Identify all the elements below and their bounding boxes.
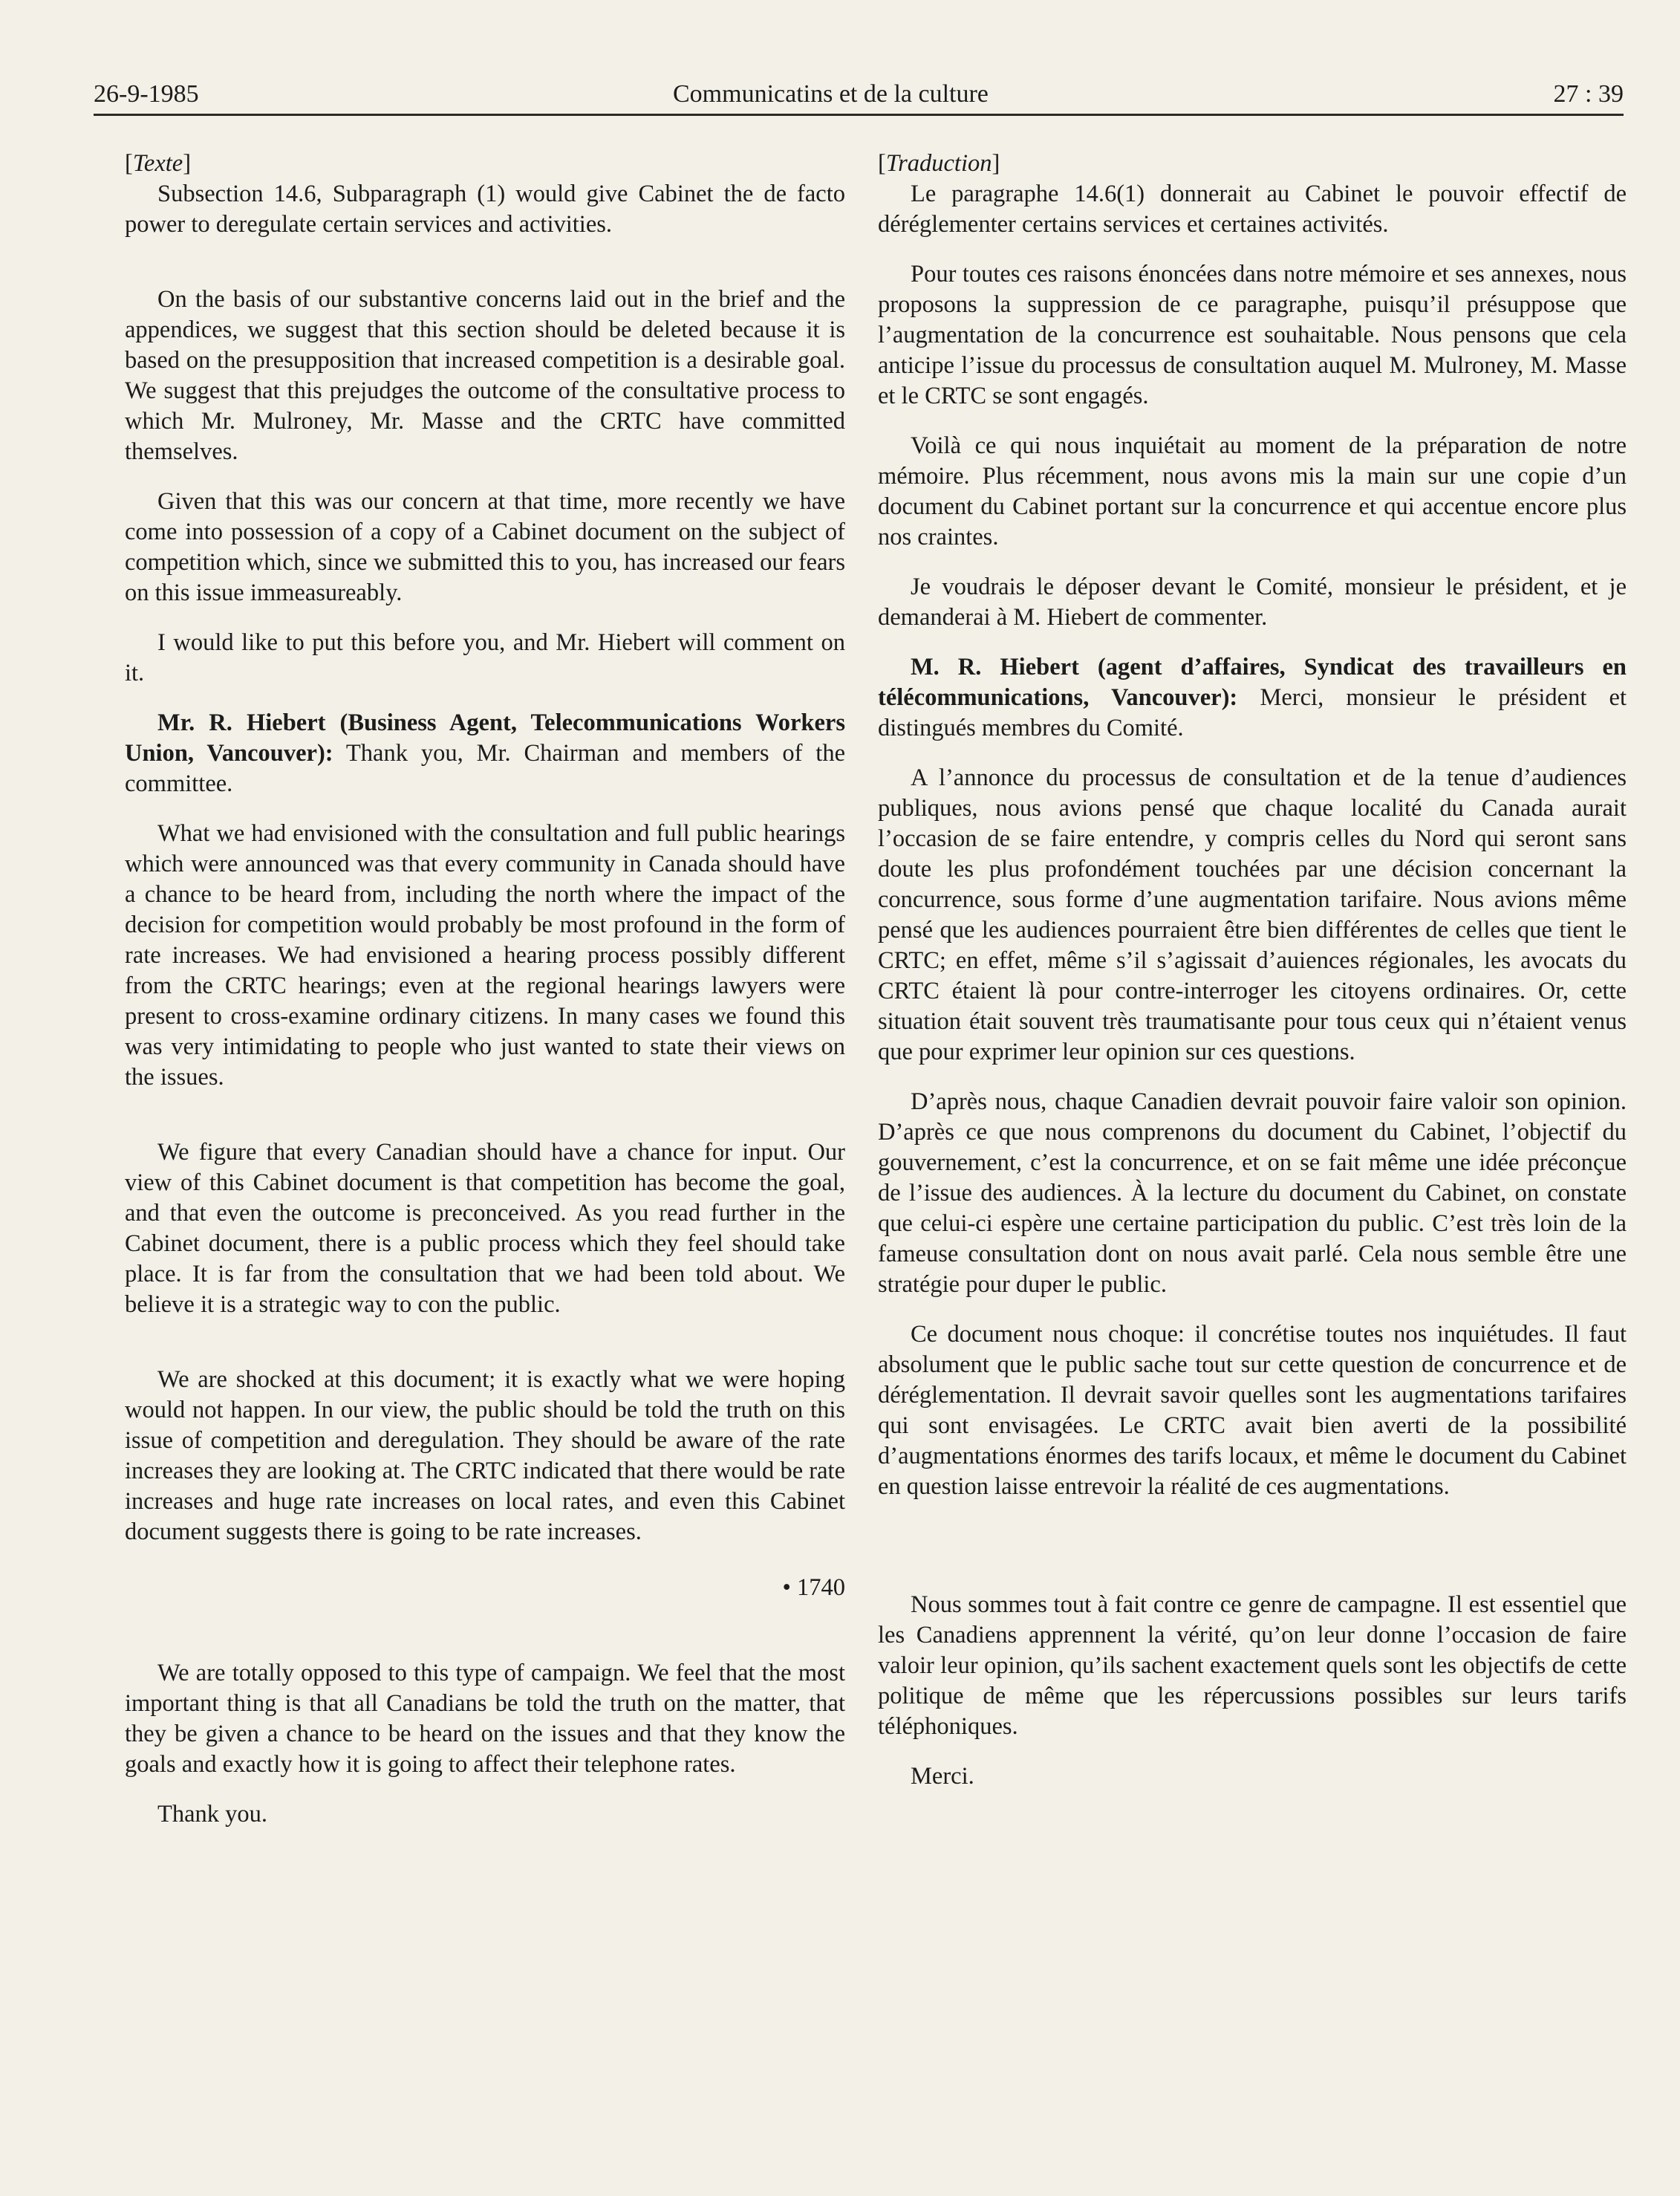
page-header xyxy=(94,80,1624,116)
paragraph: Je voudrais le déposer devant le Comité, monsieur le président, et je demanderai à M. Hiebert de commenter. xyxy=(878,574,1627,631)
paragraph: Pour toutes ces raisons énoncées dans notre mémoire et ses annexes, nous proposons la suppression de ce paragraphe, puisqu’il présuppose que l’augmentation de la concurrence est souhaitable. Nous pensons que cela anticipe l’issue du processus de consultation auquel M. Mulroney, M. Masse et le CRTC se sont engagés. xyxy=(878,261,1627,409)
paragraph: What we had envisioned with the consultation and full public hearings which were announced was that every community in Canada should have a chance to be heard from, including the north where the impact of the decision for competition would probably be most profound in the form of rate increases. We had envisioned a hearing process possibly different from the CRTC hearings; even at the regional hearings lawyers were present to cross-examine ordinary citizens. In many cases we found this was very intimidating to people who just wanted to state their views on the issues. xyxy=(125,820,845,1091)
paragraph: I would like to put this before you, and Mr. Hiebert will comment on it. xyxy=(125,629,845,686)
time-marker: • 1740 xyxy=(782,1574,845,1601)
paragraph: Le paragraphe 14.6(1) donnerait au Cabinet le pouvoir effectif de déréglementer certains services et certaines activités. xyxy=(878,181,1627,238)
header-rule xyxy=(94,114,1624,116)
paragraph: We are shocked at this document; it is exactly what we were hoping would not happen. In our view, the public should be told the truth on this issue of competition and deregulation. They should be aware of the rate increases they are looking at. The CRTC indicated that there would be rate increases and huge rate increases on local rates, and even this Cabinet document suggests there is going to be rate increases. xyxy=(125,1366,845,1545)
speaker-name: M. R. Hiebert (agent d’affaires, Syndicat des travailleurs en télécommunications, Vancouver): xyxy=(878,654,1627,711)
paragraph: On the basis of our substantive concerns laid out in the brief and the appendices, we suggest that this section should be deleted because it is based on the presupposition that increased competition is a desirable goal. We suggest that this prejudges the outcome of the consultative process to which Mr. Mulroney, Mr. Masse and the CRTC have committed themselves. xyxy=(125,286,845,465)
paragraph: Merci. xyxy=(911,1763,974,1790)
paragraph: Thank you. xyxy=(157,1801,268,1828)
paragraph: D’après nous, chaque Canadien devrait pouvoir faire valoir son opinion. D’après ce que nous comprenons du document du Cabinet, l’objectif du gouvernement, c’est la concurrence, et on se fait même une idée préconçue de l’issue des audiences. À la lecture du document du Cabinet, on constate que celui-ci espère une certaine participation du public. C’est très loin de la fameuse consultation dont on nous avait parlé. Cela nous semble être une stratégie pour duper le public. xyxy=(878,1088,1627,1298)
speaker-paragraph: Mr. R. Hiebert (Business Agent, Telecommunications Workers Union, Vancouver): Thank you, Mr. Chairman and members of the committee. xyxy=(125,709,845,797)
speaker-paragraph: M. R. Hiebert (agent d’affaires, Syndicat des travailleurs en télécommunications, Vancouver): Merci, monsieur le président et distingués membres du Comité. xyxy=(878,654,1627,741)
speaker-name: Mr. R. Hiebert (Business Agent, Telecommunications Workers Union, Vancouver): xyxy=(125,709,845,767)
header-date: 26-9-1985 xyxy=(94,80,199,108)
english-column xyxy=(125,149,845,1849)
paragraph: We figure that every Canadian should have a chance for input. Our view of this Cabinet document is that competition has become the goal, and that even the outcome is preconceived. As you read further in the Cabinet document, there is a public process which they feel should take place. It is far from the consultation that we had been told about. We believe it is a strategic way to con the public. xyxy=(125,1139,845,1318)
header-title: Communicatins et de la culture xyxy=(673,80,989,108)
paragraph: A l’annonce du processus de consultation et de la tenue d’audiences publiques, nous avions pensé que chaque localité du Canada aurait l’occasion de se faire entendre, y compris celles du Nord qui seront sans doute les plus profondément touchées par une décision concernant la concurrence, sous forme d’une augmentation tarifaire. Nous avions même pensé que les audiences pourraient être bien différentes de celles que tient le CRTC; en effet, même s’il s’agissait d’auiences régionales, les avocats du CRTC étaient là pour contre-interroger les citoyens ordinaires. Or, cette situation était souvent très traumatisante pour tous ceux qui n’étaient venus que pour exprimer leur opinion sur ces questions. xyxy=(878,764,1627,1065)
paragraph: Subsection 14.6, Subparagraph (1) would give Cabinet the de facto power to deregulate certain services and activities. xyxy=(125,181,845,238)
section-tag-english: [Texte] xyxy=(125,150,192,177)
paragraph: We are totally opposed to this type of campaign. We feel that the most important thing is that all Canadians be told the truth on the matter, that they be given a chance to be heard on the issues and that they know the goals and exactly how it is going to affect their telephone rates. xyxy=(125,1660,845,1778)
paragraph: Ce document nous choque: il concrétise toutes nos inquiétudes. Il faut absolument que le public sache tout sur cette question de concurrence et de déréglementation. Il devrait savoir quelles sont les augmentations tarifaires qui sont envisagées. Le CRTC avait bien averti de la possibilité d’augmentations énormes des tarifs locaux, et même le document du Cabinet en question laisse entrevoir la réalité de ces augmentations. xyxy=(878,1321,1627,1500)
section-tag-french: [Traduction] xyxy=(878,150,1000,177)
paragraph: Voilà ce qui nous inquiétait au moment de la préparation de notre mémoire. Plus récemment, nous avons mis la main sur une copie d’un document du Cabinet portant sur la concurrence et qui accentue encore plus nos craintes. xyxy=(878,432,1627,550)
header-page-number: 27 : 39 xyxy=(1553,80,1624,108)
french-column xyxy=(878,149,1627,1811)
paragraph: Given that this was our concern at that time, more recently we have come into possession of a copy of a Cabinet document on the subject of competition which, since we submitted this to you, has increased our fears on this issue immeasureably. xyxy=(125,488,845,606)
paragraph: Nous sommes tout à fait contre ce genre de campagne. Il est essentiel que les Canadiens apprennent la vérité, qu’on leur donne l’occasion de faire valoir leur opinion, qu’ils sachent exactement quels sont les objectifs de cette politique de même que les répercussions possibles sur leurs tarifs téléphoniques. xyxy=(878,1591,1627,1740)
